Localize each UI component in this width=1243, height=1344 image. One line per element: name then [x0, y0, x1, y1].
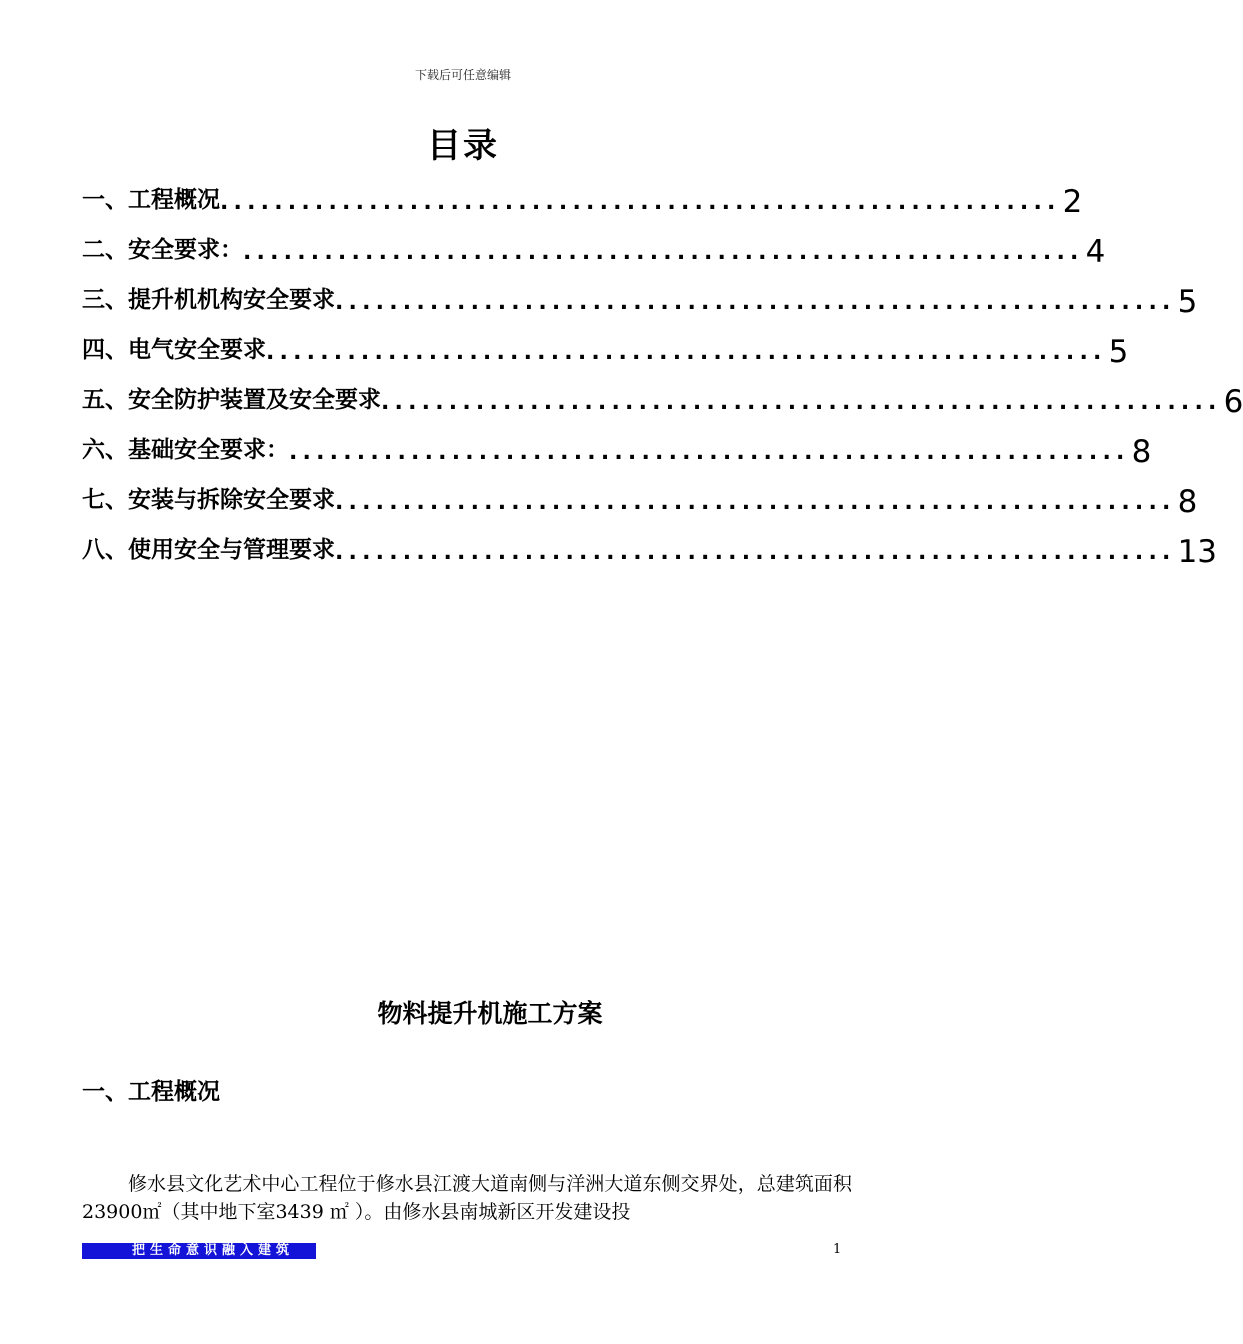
- toc-entry-page: 2: [1062, 184, 1083, 220]
- toc-dot-leader: ..............................................................: [335, 540, 1176, 565]
- toc-entry-page: 4: [1085, 234, 1106, 270]
- toc-entry-label: 二、安全要求：: [82, 231, 243, 270]
- toc-entry-page: 6: [1223, 384, 1243, 420]
- body-paragraph: 修水县文化艺术中心工程位于修水县江渡大道南侧与洋洲大道东侧交界处，总建筑面积23900㎡（其中地下室3439 ㎡ ）。由修水县南城新区开发建设投: [82, 1173, 852, 1223]
- toc-dot-leader: ..............................................................: [335, 490, 1176, 515]
- toc-dot-leader: ..............................................................: [335, 290, 1176, 315]
- toc-entry-page: 5: [1177, 284, 1198, 320]
- document-title: 物料提升机施工方案: [377, 999, 603, 1028]
- toc-dot-leader: ..............................................................: [381, 390, 1222, 415]
- toc-entry[interactable]: [82, 420, 1152, 470]
- toc-entry-label: 三、提升机机构安全要求: [82, 281, 335, 320]
- toc-dot-leader: ..............................................................: [243, 240, 1084, 265]
- toc-entry-label: 五、安全防护装置及安全要求: [82, 381, 381, 420]
- toc-entry[interactable]: [82, 370, 1243, 420]
- toc-entry-label: 六、基础安全要求：: [82, 431, 289, 470]
- page-number: 1: [833, 1242, 842, 1257]
- toc-entry-page: 8: [1177, 484, 1198, 520]
- toc-entry[interactable]: [82, 170, 1083, 220]
- toc-entry-label: 七、安装与拆除安全要求: [82, 481, 335, 520]
- section-heading: 一、工程概况: [82, 1079, 220, 1105]
- toc-dot-leader: ..............................................................: [266, 340, 1107, 365]
- header-note: 下载后可任意编辑: [414, 68, 511, 82]
- table-of-contents: [82, 170, 1243, 570]
- toc-entry[interactable]: [82, 320, 1129, 370]
- toc-entry-page: 5: [1108, 334, 1129, 370]
- toc-entry-label: 四、电气安全要求: [82, 331, 266, 370]
- toc-entry[interactable]: [82, 270, 1198, 320]
- toc-title: 目录: [427, 126, 499, 166]
- toc-entry-label: 一、工程概况: [82, 181, 220, 220]
- toc-entry-page: 8: [1131, 434, 1152, 470]
- footer-banner: 把生命意识融入建筑: [82, 1243, 316, 1259]
- toc-entry[interactable]: [82, 520, 1218, 570]
- toc-dot-leader: ..............................................................: [220, 190, 1061, 215]
- toc-entry[interactable]: [82, 220, 1106, 270]
- toc-entry-label: 八、使用安全与管理要求: [82, 531, 335, 570]
- toc-entry-page: 13: [1177, 534, 1218, 570]
- toc-entry[interactable]: [82, 470, 1198, 520]
- toc-dot-leader: ..............................................................: [289, 440, 1130, 465]
